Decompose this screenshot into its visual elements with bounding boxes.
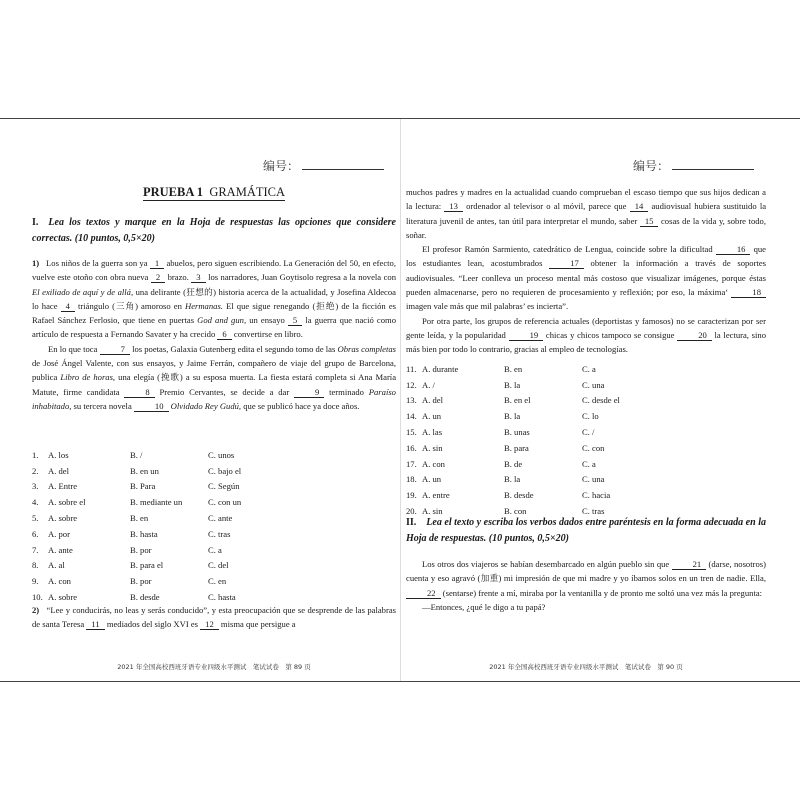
question-number: 18. — [406, 474, 417, 485]
section-1-instruction — [32, 215, 396, 247]
option-c: C. desde el — [582, 395, 620, 406]
text-3 — [406, 557, 766, 614]
blank-10: 10 — [134, 401, 169, 412]
option-b: B. en un — [130, 465, 159, 476]
italic-title: Olvidado Rey Gudú, — [170, 400, 242, 411]
options-table-11-20 — [406, 361, 620, 519]
option-c: C. tras — [582, 506, 605, 517]
blank-12: 12 — [200, 619, 219, 630]
option-a: A. del — [422, 395, 444, 406]
serial-number-field — [633, 157, 754, 174]
question-number: 3. — [32, 481, 39, 492]
text-segment: un ensayo — [249, 315, 285, 326]
right-page — [406, 119, 766, 681]
option-a: A. un — [422, 411, 442, 422]
blank-16: 16 — [716, 244, 751, 255]
option-row — [406, 472, 620, 488]
blank-13: 13 — [444, 201, 463, 212]
page-footer-right: 2021 年全国高校西班牙语专业四级水平测试 笔试试卷 第 90 页 — [489, 663, 683, 671]
section-1-text: Lea los textos y marque en la Hoja de respuestas las opciones que considere correctas. (10 puntos, 0,5×20) — [32, 217, 396, 244]
option-a: A. por — [48, 528, 70, 539]
option-c: C. con un — [208, 497, 242, 508]
option-b: B. de — [504, 458, 523, 469]
option-a: A. durante — [422, 363, 459, 374]
option-row — [32, 479, 241, 495]
exam-spread — [0, 118, 800, 682]
option-row — [32, 447, 241, 463]
text-segment: abuelos, pero siguen escribiendo. La Generación del 50, en efecto, vuelve este otoño con obra nueva — [32, 258, 396, 283]
text-segment: su tercera novela — [73, 400, 132, 411]
serial-label: 编号： — [262, 159, 299, 173]
text-1-paragraph-1 — [32, 256, 396, 342]
text-segment: convertirse en libro. — [233, 329, 303, 340]
text-segment: terminado — [329, 386, 364, 397]
blank-3: 3 — [191, 272, 205, 283]
text-segment: El profesor Ramón Sarmiento, catedrático de Lengua, coincide sobre la dificultad — [422, 244, 713, 255]
option-b: B. desde — [504, 490, 534, 501]
text-segment: una delirante (狂想的) historia acerca de la actualidad, y Josefina Aldecoa lo hace — [32, 286, 396, 311]
question-number: 1. — [32, 449, 39, 460]
option-c: C. a — [208, 544, 222, 555]
title-part1: PRUEBA 1 — [142, 185, 204, 199]
option-b: B. la — [504, 379, 521, 390]
serial-label: 编号： — [632, 159, 669, 173]
option-b: B. para el — [130, 560, 164, 571]
right-paragraph-1 — [406, 185, 766, 242]
option-c: C. bajo el — [208, 465, 242, 476]
option-c: C. una — [582, 474, 605, 485]
italic-title: Paraíso inhabitado, — [32, 386, 396, 411]
option-a: A. / — [422, 379, 435, 390]
text-segment: una elegía (挽歌) a su esposa muerta. La fiesta estará completa si Ana María Matute, firme candidata — [32, 372, 396, 397]
text-segment: imagen vale más que mil palabras’ es incierta”. — [406, 301, 569, 312]
option-a: A. entre — [422, 490, 450, 501]
option-row — [406, 487, 620, 503]
text-2-paragraph-1 — [32, 603, 396, 632]
right-paragraph-2 — [406, 242, 766, 313]
option-c: C. a — [582, 458, 596, 469]
option-c: C. / — [582, 427, 595, 438]
section-2-number: II. — [406, 517, 417, 528]
blank-8: 8 — [124, 387, 154, 398]
option-row — [406, 377, 620, 393]
text-2-continued — [406, 185, 766, 357]
text-segment: brazo. — [167, 272, 189, 283]
right-paragraph-4 — [406, 557, 766, 600]
question-number: 8. — [32, 560, 39, 571]
option-b: B. Para — [130, 481, 156, 492]
text-segment: mediados del siglo XVI es — [106, 619, 198, 630]
option-a: A. sin — [422, 442, 443, 453]
text-segment: que se publicó hace ya doce años. — [243, 400, 360, 411]
option-c: C. unos — [208, 449, 235, 460]
option-c: C. hasta — [208, 592, 236, 603]
option-row — [406, 393, 620, 409]
option-c: C. tras — [208, 528, 231, 539]
blank-9: 9 — [294, 387, 324, 398]
blank-19: 19 — [509, 330, 544, 341]
title-underline — [143, 185, 285, 201]
option-a: A. del — [48, 465, 70, 476]
option-b: B. en — [130, 513, 149, 524]
text-segment: misma que persigue a — [220, 619, 296, 630]
question-number: 15. — [406, 427, 417, 438]
italic-title: Libro de horas, — [60, 372, 116, 383]
text-segment: obtener la información a través de soportes audiovisuales. “Leer conlleva un proceso mental más costoso que visualizar imágenes, porque éstas pueden almacenarse, pero no requieren de procesamiento y reflexión; por eso, la máxima‘ — [406, 258, 766, 298]
question-number: 10. — [32, 592, 43, 603]
question-number: 2. — [32, 465, 39, 476]
question-number: 4. — [32, 497, 39, 508]
text-segment: los narradores, Juan Goytisolo regresa a la novela con — [208, 272, 396, 283]
text-2-label: 2) — [32, 605, 40, 615]
option-b: B. con — [504, 506, 527, 517]
text-segment: El que sigue renegando (拒绝) de la ficción es Rafael Sánchez Ferlosio, que tiene en puertas — [32, 300, 396, 326]
option-a: A. sobre el — [48, 497, 86, 508]
option-a: A. un — [422, 474, 442, 485]
option-b: B. por — [130, 576, 152, 587]
serial-number-field — [263, 157, 384, 174]
option-b: B. unas — [504, 427, 530, 438]
option-b: B. hasta — [130, 528, 158, 539]
option-b: B. desde — [130, 592, 160, 603]
option-row — [406, 424, 620, 440]
question-number: 6. — [32, 528, 39, 539]
option-b: B. en el — [504, 395, 531, 406]
option-a: A. sobre — [48, 513, 78, 524]
option-c: C. lo — [582, 411, 599, 422]
question-number: 11. — [406, 363, 417, 374]
question-number: 14. — [406, 411, 417, 422]
option-b: B. la — [504, 474, 521, 485]
option-a: A. sin — [422, 506, 443, 517]
text-segment: de José Ángel Valente, con sus ensayos, y Jaime Ferrán, compañero de viaje del grupo de Barcelona, publica — [32, 358, 396, 383]
option-a: A. Entre — [48, 481, 78, 492]
option-a: A. ante — [48, 544, 73, 555]
text-segment: triángulo (三角) amoroso en — [78, 300, 182, 311]
italic-title: God and gun, — [197, 315, 247, 326]
italic-title: Hermanas. — [184, 300, 223, 311]
option-row — [406, 456, 620, 472]
blank-2: 2 — [151, 272, 165, 283]
option-row — [32, 463, 241, 479]
blank-22: 22 — [406, 588, 441, 599]
italic-title: Obras completas — [337, 343, 396, 354]
blank-4: 4 — [61, 301, 75, 312]
serial-blank — [302, 159, 384, 170]
question-number: 19. — [406, 490, 417, 501]
option-a: A. sobre — [48, 592, 78, 603]
option-c: C. a — [582, 363, 596, 374]
text-segment: audiovisual hubiera sustituido la literatura juvenil de antes, tan útil para interpretar el mundo, saber — [406, 201, 766, 226]
option-row — [32, 542, 241, 558]
section-2-text: Lea el texto y escriba los verbos dados entre paréntesis en la forma adecuada en la Hoja de respuestas. (10 puntos, 0,5×20) — [406, 517, 766, 544]
page-gutter — [400, 119, 401, 681]
blank-5: 5 — [288, 315, 302, 326]
text-segment: Por otra parte, los grupos de referencia actuales (deportistas y famosos) no se caracterizan por ser gente leída, y la popularidad — [406, 315, 766, 340]
italic-title: El exiliado de aquí y de allá, — [32, 286, 134, 297]
blank-14: 14 — [630, 201, 649, 212]
option-a: A. al — [48, 560, 65, 571]
question-number: 7. — [32, 544, 39, 555]
option-b: B. la — [504, 411, 521, 422]
text-segment: En lo que toca — [48, 343, 98, 354]
page-footer-left: 2021 年全国高校西班牙语专业四级水平测试 笔试试卷 第 89 页 — [117, 663, 311, 671]
question-number: 17. — [406, 458, 417, 469]
blank-21: 21 — [672, 559, 707, 570]
option-row — [406, 440, 620, 456]
section-2-instruction — [406, 515, 766, 547]
text-segment: que los estudiantes lean, acostumbrados — [406, 244, 766, 269]
option-b: B. en — [504, 363, 523, 374]
blank-1: 1 — [150, 258, 164, 269]
title-part2: GRAMÁTICA — [209, 185, 286, 199]
option-c: C. en — [208, 576, 227, 587]
text-segment: los poetas, Galaxia Gutenberg edita el segundo tomo de las — [132, 343, 336, 354]
blank-6: 6 — [217, 329, 231, 340]
text-segment: (darse, nosotros) cuenta y eso agravó (加重) mi impresión de que mi madre y yo íbamos solos en un tren de nadie. Ella, — [406, 559, 766, 584]
option-c: C. una — [582, 379, 605, 390]
text-segment: Los otros dos viajeros se habían desembarcado en algún pueblo sin que — [422, 559, 670, 569]
option-b: B. / — [130, 449, 143, 460]
option-a: A. con — [48, 576, 71, 587]
text-1-paragraph-2 — [32, 342, 396, 413]
question-number: 20. — [406, 506, 417, 517]
option-b: B. por — [130, 544, 152, 555]
right-paragraph-5: —Entonces, ¿qué le digo a tu papá? — [422, 601, 546, 612]
option-c: C. con — [582, 442, 605, 453]
option-c: C. del — [208, 560, 229, 571]
text-segment: la lectura, sino más bien por todo lo contrario, gracias al empleo de tecnologías. — [406, 329, 766, 355]
left-page — [32, 119, 396, 681]
section-1-number: I. — [32, 217, 39, 228]
text-1 — [32, 256, 396, 413]
question-number: 13. — [406, 395, 417, 406]
option-c: C. ante — [208, 513, 233, 524]
page-title — [32, 185, 396, 200]
blank-20: 20 — [677, 330, 712, 341]
option-b: B. mediante un — [130, 497, 183, 508]
text-segment: la guerra que nació como artículo de respuesta a Fernando Savater y ha crecido — [32, 315, 396, 340]
blank-18: 18 — [731, 287, 766, 298]
option-row — [406, 408, 620, 424]
blank-15: 15 — [640, 216, 659, 227]
option-a: A. los — [48, 449, 69, 460]
option-row — [32, 526, 241, 542]
text-segment: muchos padres y madres en la actualidad cuando comprueban el escaso tiempo que sus hijos dedican a la lectura: — [406, 187, 766, 212]
question-number: 16. — [406, 442, 417, 453]
right-paragraph-3 — [406, 314, 766, 357]
question-number: 5. — [32, 513, 39, 524]
text-segment: Los niños de la guerra son ya — [46, 258, 148, 268]
option-row — [32, 510, 241, 526]
text-segment: “Lee y conducirás, no leas y serás conducido”, y esta preocupación que se desprende de las palabras de santa Teresa — [32, 605, 396, 630]
blank-7: 7 — [100, 344, 130, 355]
option-row — [32, 558, 241, 574]
serial-blank — [672, 159, 754, 170]
option-c: C. hacia — [582, 490, 611, 501]
text-2 — [32, 603, 396, 632]
text-segment: cosas de la vida y, sobre todo, soñar. — [406, 215, 766, 240]
options-table-1-10 — [32, 447, 241, 605]
option-c: C. Según — [208, 481, 240, 492]
text-1-label: 1) — [32, 258, 40, 268]
text-segment: (sentarse) frente a mí, miraba por la ventanilla y de pronto me soltó una vez más la pregunta: — [442, 587, 763, 598]
option-a: A. las — [422, 427, 443, 438]
blank-11: 11 — [86, 619, 104, 630]
option-b: B. para — [504, 442, 529, 453]
option-row — [32, 494, 241, 510]
option-row — [406, 361, 620, 377]
text-segment: Premio Cervantes, se decide a dar — [159, 386, 290, 397]
blank-17: 17 — [549, 258, 584, 269]
question-number: 9. — [32, 576, 39, 587]
text-segment: ordenador al televisor o al móvil, parece que — [466, 201, 627, 212]
option-row — [32, 573, 241, 589]
question-number: 12. — [406, 379, 417, 390]
option-a: A. con — [422, 458, 445, 469]
text-segment: chicas y chicos tampoco se consigue — [545, 329, 675, 340]
